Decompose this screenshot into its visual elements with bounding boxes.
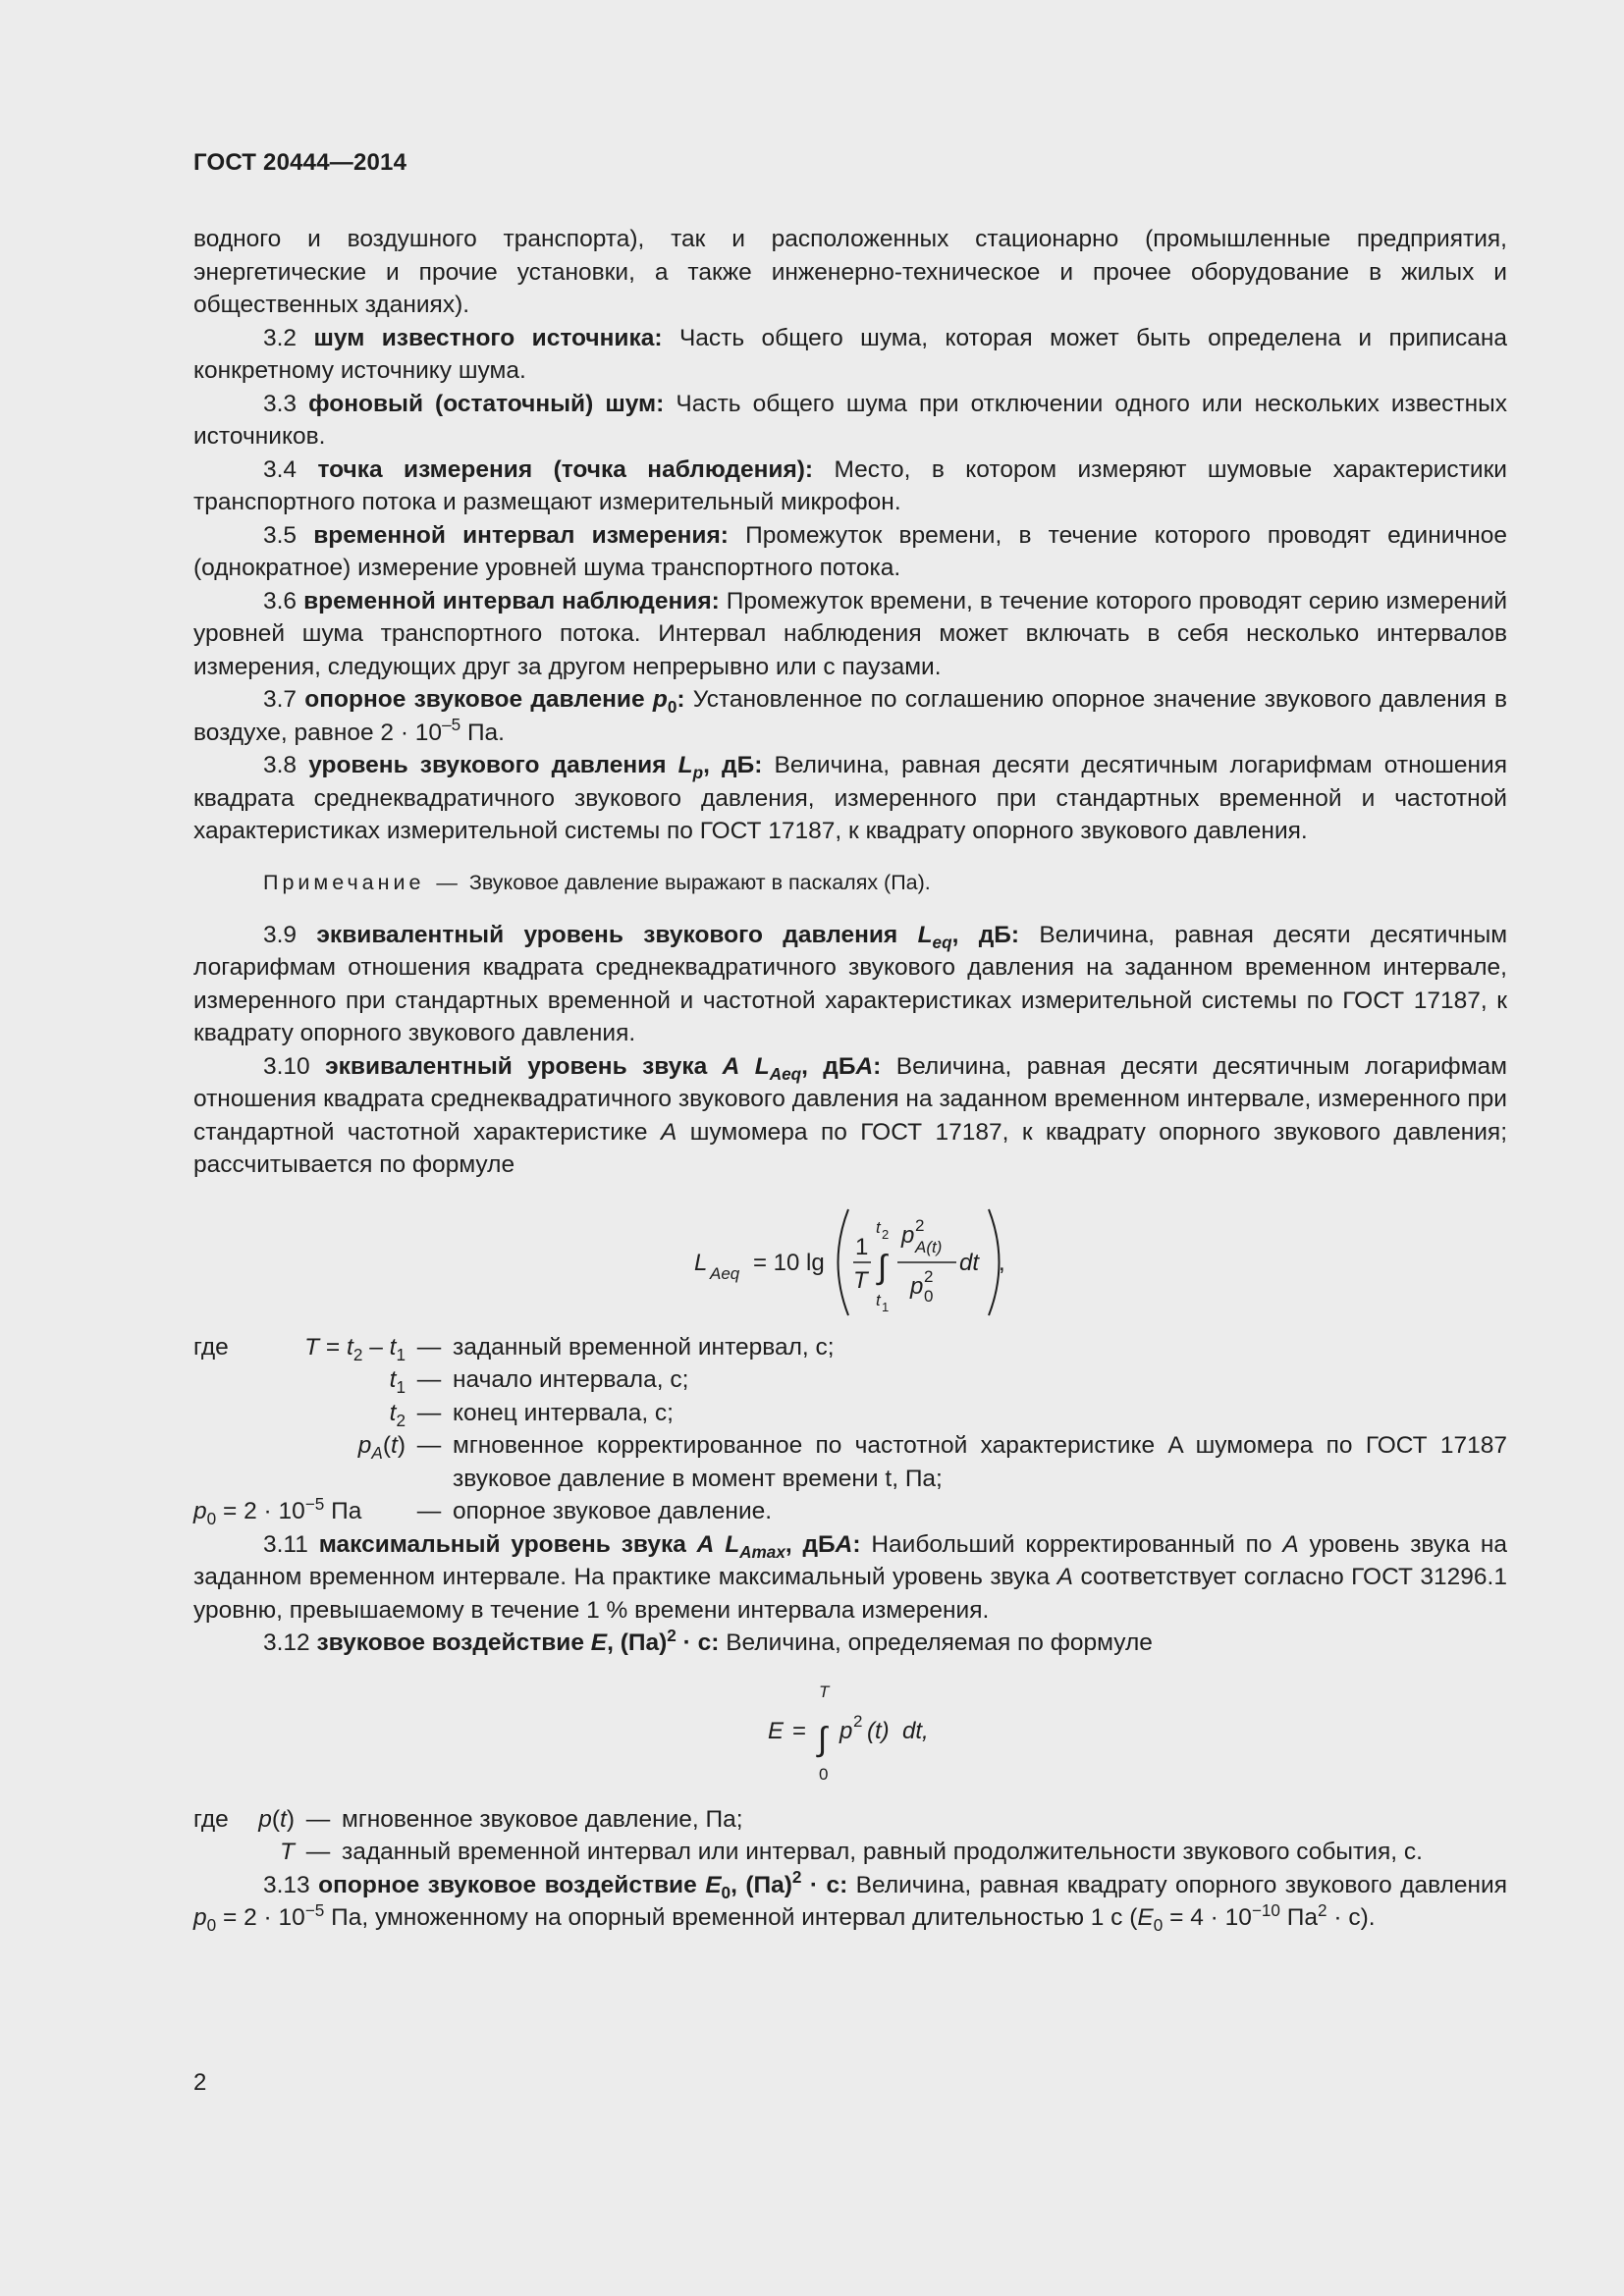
svg-text:,: , — [999, 1249, 1005, 1276]
where-row: $t_2$ — конец интервала, с; — [193, 1397, 1507, 1430]
svg-text:1: 1 — [855, 1233, 869, 1260]
where-block-2 — [193, 1803, 1507, 1869]
svg-text:(t): (t) — [867, 1717, 890, 1744]
formula-laeq — [193, 1203, 1507, 1321]
svg-text:T: T — [853, 1266, 868, 1294]
where-symbol: p(t) — [258, 1805, 295, 1833]
note-label: Примечание — [263, 870, 425, 894]
svg-text:dt: dt — [959, 1249, 980, 1276]
paragraph-intro: водного и воздушного транспорта), так и расположенных стационарно (промышленные предприятия, энергетические и прочие установки, а также инженерно-техническое и прочее оборудование в жилых и общественных зданиях). — [193, 226, 1507, 318]
svg-text:=: = — [792, 1717, 807, 1744]
note: Примечание — Звуковое давление выражают в паскалях (Па). — [263, 870, 931, 894]
definition-3-3: 3.3 фоновый (остаточный) шум: Часть общего шума при отключении одного или нескольких известных источников. — [193, 390, 1508, 450]
where-symbol: $t_2$ — [389, 1399, 406, 1430]
svg-text:A(t): A(t) — [915, 1237, 943, 1256]
where-row: $t_1$ — начало интервала, с; — [193, 1363, 1507, 1397]
where-block-1 — [193, 1331, 1507, 1528]
formula-e-svg — [193, 1672, 1507, 1789]
where-row: $p_0 = 2 \cdot 10^{-5}$ Па — опорное звуковое давление. — [193, 1493, 773, 1528]
page-number: 2 — [193, 2069, 207, 2096]
svg-text:dt,: dt, — [902, 1717, 929, 1744]
svg-text:0: 0 — [819, 1764, 829, 1784]
svg-text:2: 2 — [924, 1266, 934, 1286]
svg-text:T: T — [819, 1682, 830, 1701]
svg-text:= 10 lg: = 10 lg — [753, 1249, 825, 1276]
formula-laeq-svg — [193, 1203, 1507, 1321]
integral-sign: ∫ — [878, 1248, 888, 1286]
svg-text:E: E — [768, 1717, 785, 1744]
where-symbol: $t_1$ — [389, 1366, 406, 1397]
where-row: где p(t) — мгновенное звуковое давление, Па; — [193, 1803, 1507, 1837]
definition-3-2: 3.2 шум известного источника: Часть общего шума, которая может быть определена и приписана конкретному источнику шума. — [193, 324, 1508, 384]
definition-3-12: 3.12 звуковое воздействие E, (Па)$^2$ · с: Величина, определяемая по формуле — [263, 1625, 1153, 1656]
svg-text:p: p — [839, 1717, 853, 1744]
where-symbol: $p_0 = 2 \cdot 10^{-5}$ Па — [193, 1493, 362, 1528]
definition-3-4: 3.4 точка измерения (точка наблюдения): Место, в котором измеряют шумовые характеристики транспортного потока и размещают измерительный микрофон. — [193, 455, 1507, 515]
svg-text:0: 0 — [924, 1286, 934, 1306]
svg-text:1: 1 — [882, 1299, 890, 1314]
where-row: где $T = t_2 - t_1$ — заданный временной интервал, с; — [193, 1331, 1507, 1364]
svg-text:p: p — [901, 1221, 915, 1249]
definition-3-9: 3.9 эквивалентный уровень звукового давления $L_{eq}$, дБ: Величина, равная десяти десятичным логарифмам отношения квадрата среднеквадратичного звукового давления на заданном временном интервале, измеренного при стандартных временной и частотной характеристиках измерительной системы по ГОСТ 17187, к квадрату опорного звукового давления. — [193, 921, 1508, 1046]
svg-text:t: t — [876, 1290, 881, 1309]
document-header: ГОСТ 20444—2014 — [193, 149, 407, 176]
definition-3-6: 3.6 временной интервал наблюдения: Промежуток времени, в течение которого проводят серию измерений уровней шума транспортного потока. Интервал наблюдения может включать в себя несколько интервалов измерения, следующих друг за другом непрерывно или с паузами. — [193, 587, 1508, 680]
where-row: $p_A(t)$ — мгновенное корректированное по частотной характеристике A шумомера по ГОСТ 17187 звуковое давление в момент времени t, Па; — [193, 1429, 1507, 1495]
definition-3-13: 3.13 опорное звуковое воздействие $E_0$, (Па)$^2$ · с: Величина, равная квадрату опорного звукового давления $p_0 = 2 \cdot 10^{-5}$ Па, умноженному на опорный временной интервал длительностью 1 с ($E_0 = 4 \cdot 10^{-10}$ $Па^2 \cdot с$). — [193, 1867, 1507, 1935]
formula-e — [193, 1672, 1507, 1789]
where-symbol: $p_A(t)$ — [357, 1432, 406, 1463]
definition-3-11: 3.11 максимальный уровень звука A $L_{Amax}$, дБA: Наибольший корректированный по A уровень звука на заданном временном интервале. На практике максимальный уровень звука A соответствует согласно ГОСТ 31296.1 уровню, превышаемому в течение 1 % времени интервала измерения. — [193, 1530, 1508, 1624]
definition-3-8: 3.8 уровень звукового давления $L_p$, дБ: Величина, равная десяти десятичным логарифмам отношения квадрата среднеквадратичного звукового давления, измеренного при стандартных временной и частотной характеристиках измерительной системы по ГОСТ 17187, к квадрату опорного звукового давления. — [193, 752, 1507, 844]
integral-sign: ∫ — [818, 1720, 828, 1758]
svg-text:p: p — [910, 1272, 924, 1300]
svg-text:L: L — [694, 1249, 708, 1276]
svg-text:t: t — [876, 1217, 881, 1237]
where-row: T — заданный временной интервал или интервал, равный продолжительности звукового события, с. — [193, 1836, 1507, 1869]
document-body — [193, 223, 1507, 1935]
note-text: Звуковое давление выражают в паскалях (Па). — [468, 870, 931, 894]
svg-text:2: 2 — [882, 1226, 890, 1242]
svg-text:2: 2 — [853, 1711, 863, 1731]
svg-text:Aeq: Aeq — [710, 1263, 740, 1283]
definition-3-10: 3.10 эквивалентный уровень звука A $L_{Aeq}$, дБA: Величина, равная десяти десятичным логарифмам отношения квадрата среднеквадратичного звукового давления на заданном временном интервале, измеренного при стандартной частотной характеристике A шумомера по ГОСТ 17187, к квадрату опорного звукового давления; рассчитывается по формуле — [193, 1052, 1508, 1178]
where-symbol: T — [280, 1839, 295, 1865]
definition-3-7: 3.7 опорное звуковое давление $p_0$: Установленное по соглашению опорное значение звукового давления в воздухе, равное $2 \cdot 10^{-5}$ Па. — [193, 686, 1507, 746]
definition-3-5: 3.5 временной интервал измерения: Промежуток времени, в течение которого проводят единичное (однократное) измерение уровней шума транспортного потока. — [193, 521, 1508, 581]
svg-text:2: 2 — [915, 1215, 925, 1235]
where-symbol: $T = t_2 - t_1$ — [304, 1333, 406, 1364]
